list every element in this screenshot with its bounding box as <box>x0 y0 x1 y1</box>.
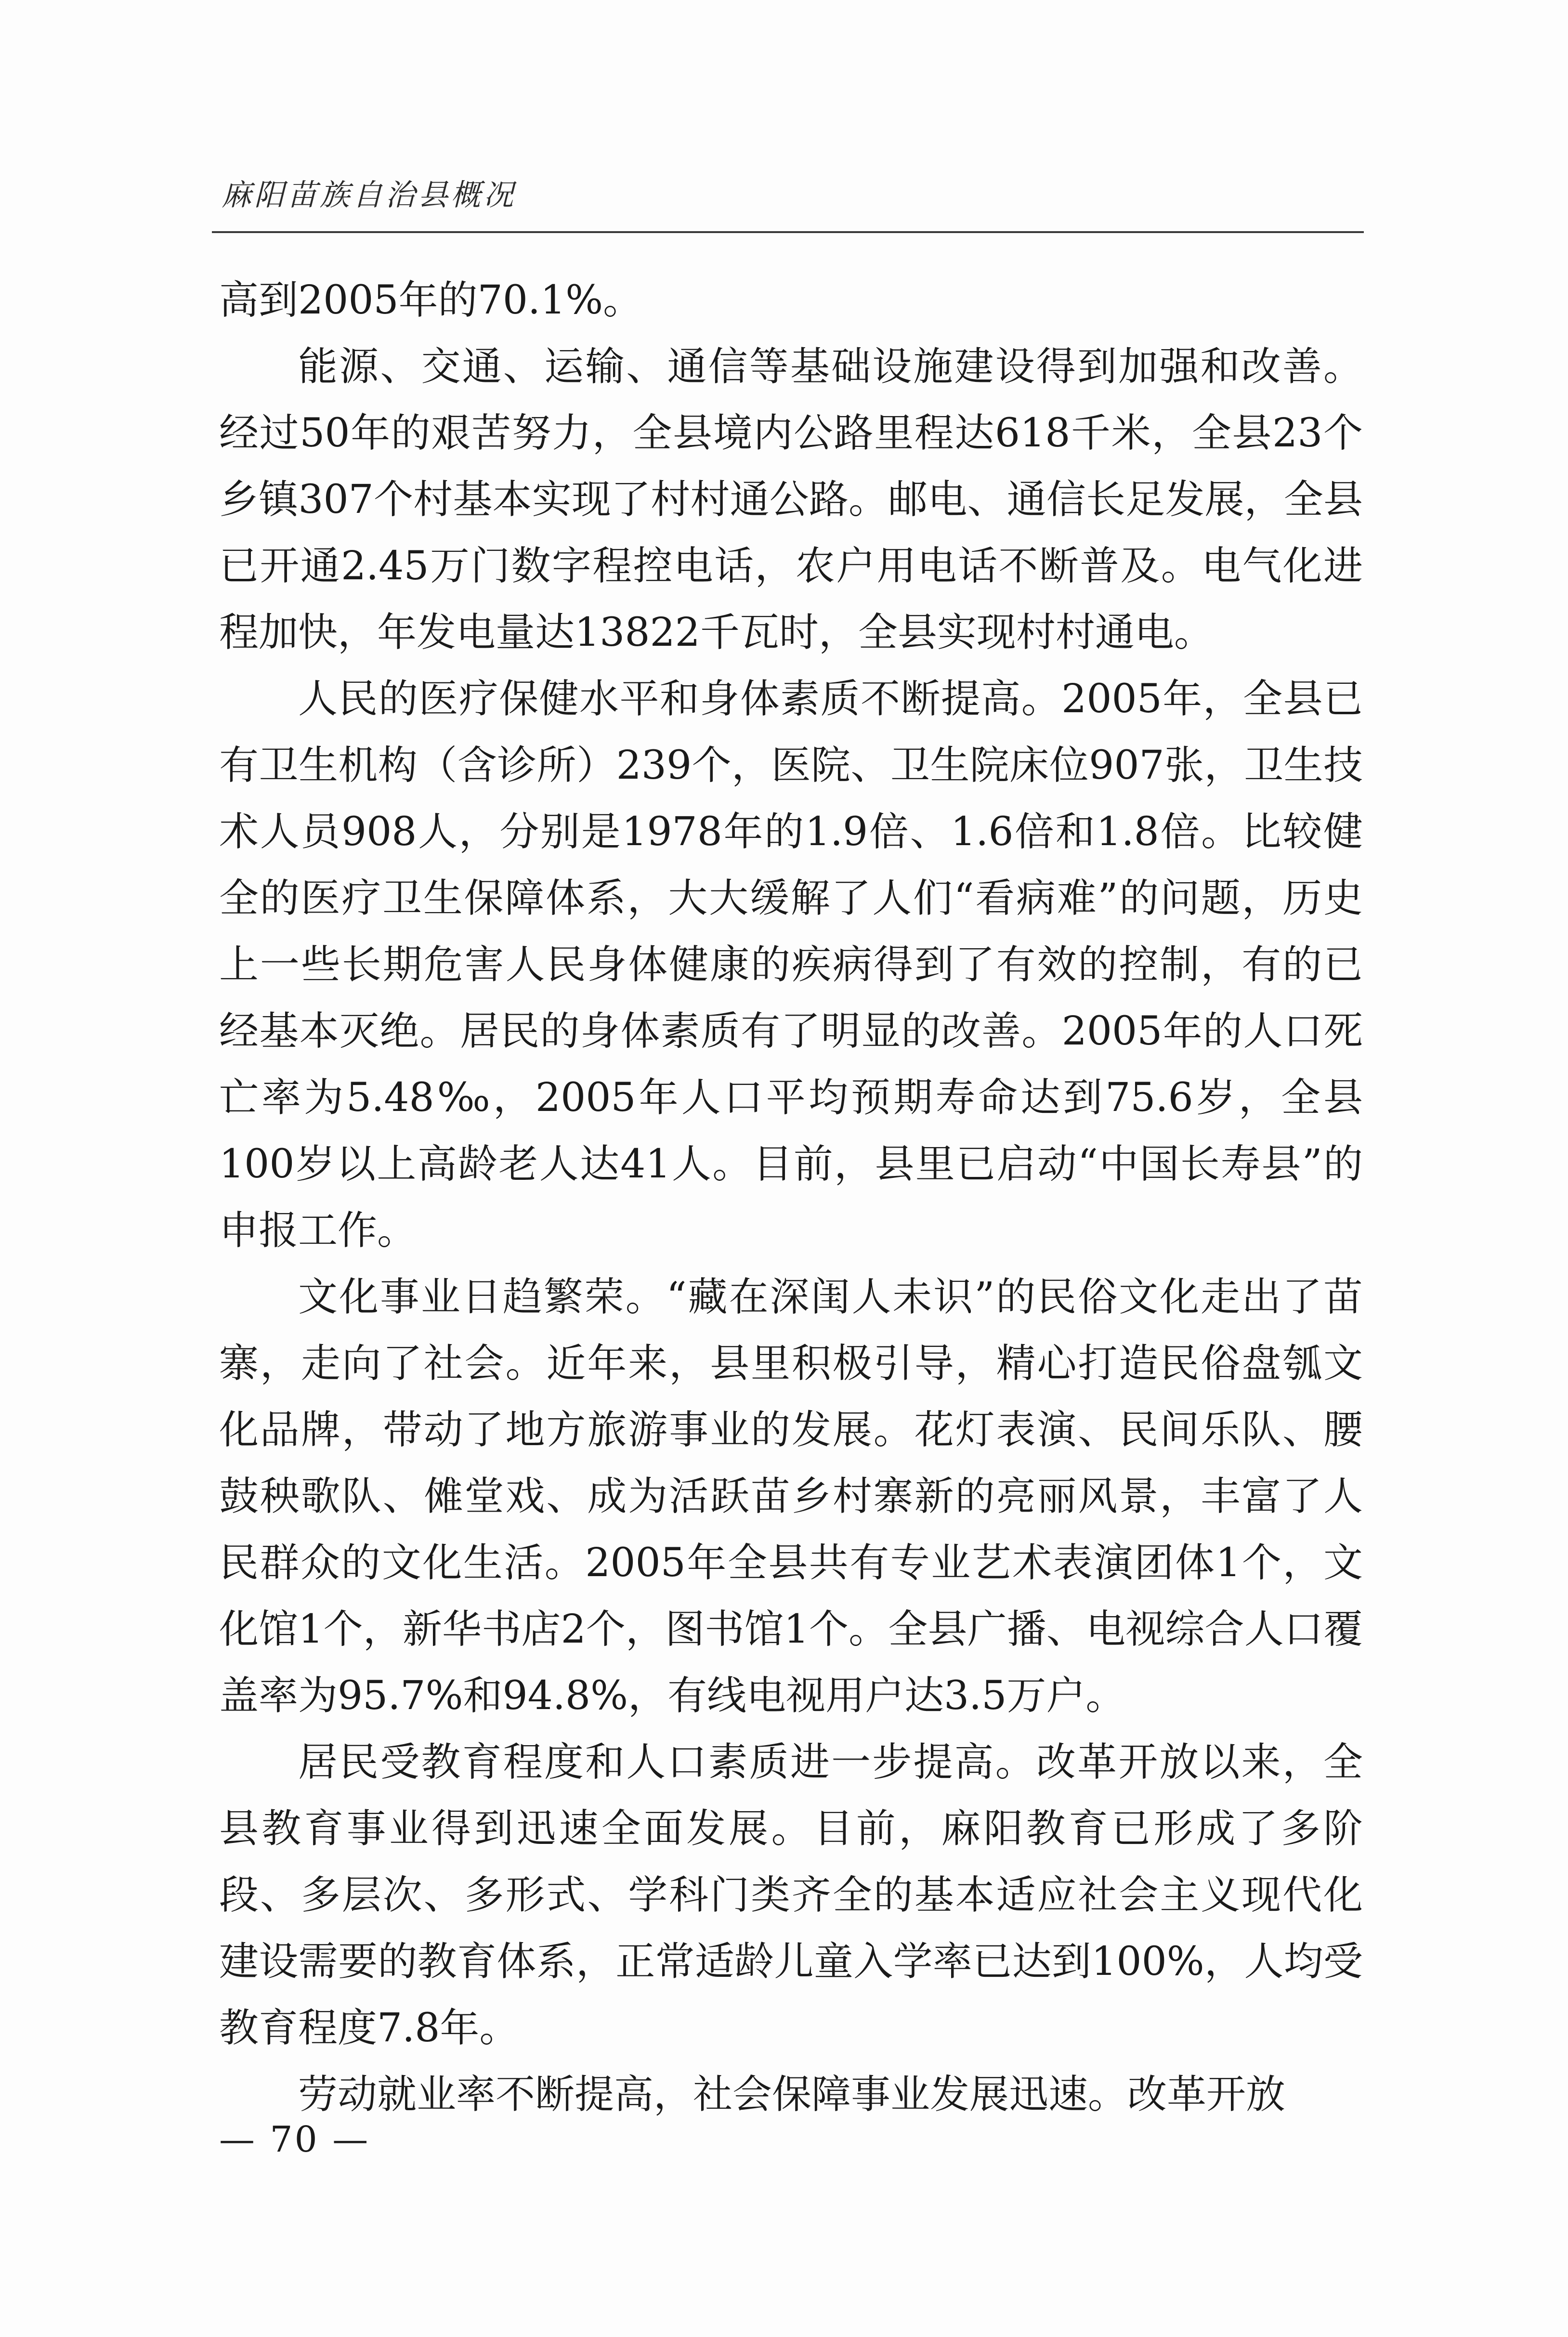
running-head-title: 麻阳苗族自治县概况 <box>222 177 517 212</box>
page-number: — 70 — <box>219 2119 370 2160</box>
paragraph: 居民受教育程度和人口素质进一步提高。改革开放以来，全县教育事业得到迅速全面发展。目前，麻阳教育已形成了多阶段、多层次、多形式、学科门类齐全的基本适应社会主义现代化建设需要的教育体系，正常适龄儿童入学率已达到100%，人均受教育程度7.8年。 <box>219 1739 1363 2051</box>
paragraph: 能源、交通、运输、通信等基础设施建设得到加强和改善。经过50年的艰苦努力，全县境内公路里程达618千米，全县23个乡镇307个村基本实现了村村通公路。邮电、通信长足发展，全县已开通2.45万门数字程控电话，农户用电话不断普及。电气化进程加快，年发电量达13822千瓦时，全县实现村村通电。 <box>219 344 1363 655</box>
paragraph: 劳动就业率不断提高，社会保障事业发展迅速。改革开放 <box>298 2072 1286 2117</box>
paragraph: 高到2005年的70.1%。 <box>219 277 643 323</box>
header-rule <box>212 231 1364 233</box>
paragraph: 人民的医疗保健水平和身体素质不断提高。2005年，全县已有卫生机构（含诊所）239个，医院、卫生院床位907张，卫生技术人员908人，分别是1978年的1.9倍、1.6倍和1.8倍。比较健全的医疗卫生保障体系，大大缓解了人们“看病难”的问题，历史上一些长期危害人民身体健康的疾病得到了有效的控制，有的已经基本灭绝。居民的身体素质有了明显的改善。2005年的人口死亡率为5.48‰，2005年人口平均预期寿命达到75.6岁，全县100岁以上高龄老人达41人。目前，县里已启动“中国长寿县”的申报工作。 <box>219 676 1363 1253</box>
body-text <box>219 267 1363 2128</box>
paragraph: 文化事业日趋繁荣。“藏在深闺人未识”的民俗文化走出了苗寨，走向了社会。近年来，县里积极引导，精心打造民俗盘瓠文化品牌，带动了地方旅游事业的发展。花灯表演、民间乐队、腰鼓秧歌队、傩堂戏、成为活跃苗乡村寨新的亮丽风景，丰富了人民群众的文化生活。2005年全县共有专业艺术表演团体1个，文化馆1个，新华书店2个，图书馆1个。全县广播、电视综合人口覆盖率为95.7%和94.8%，有线电视用户达3.5万户。 <box>219 1274 1363 1719</box>
